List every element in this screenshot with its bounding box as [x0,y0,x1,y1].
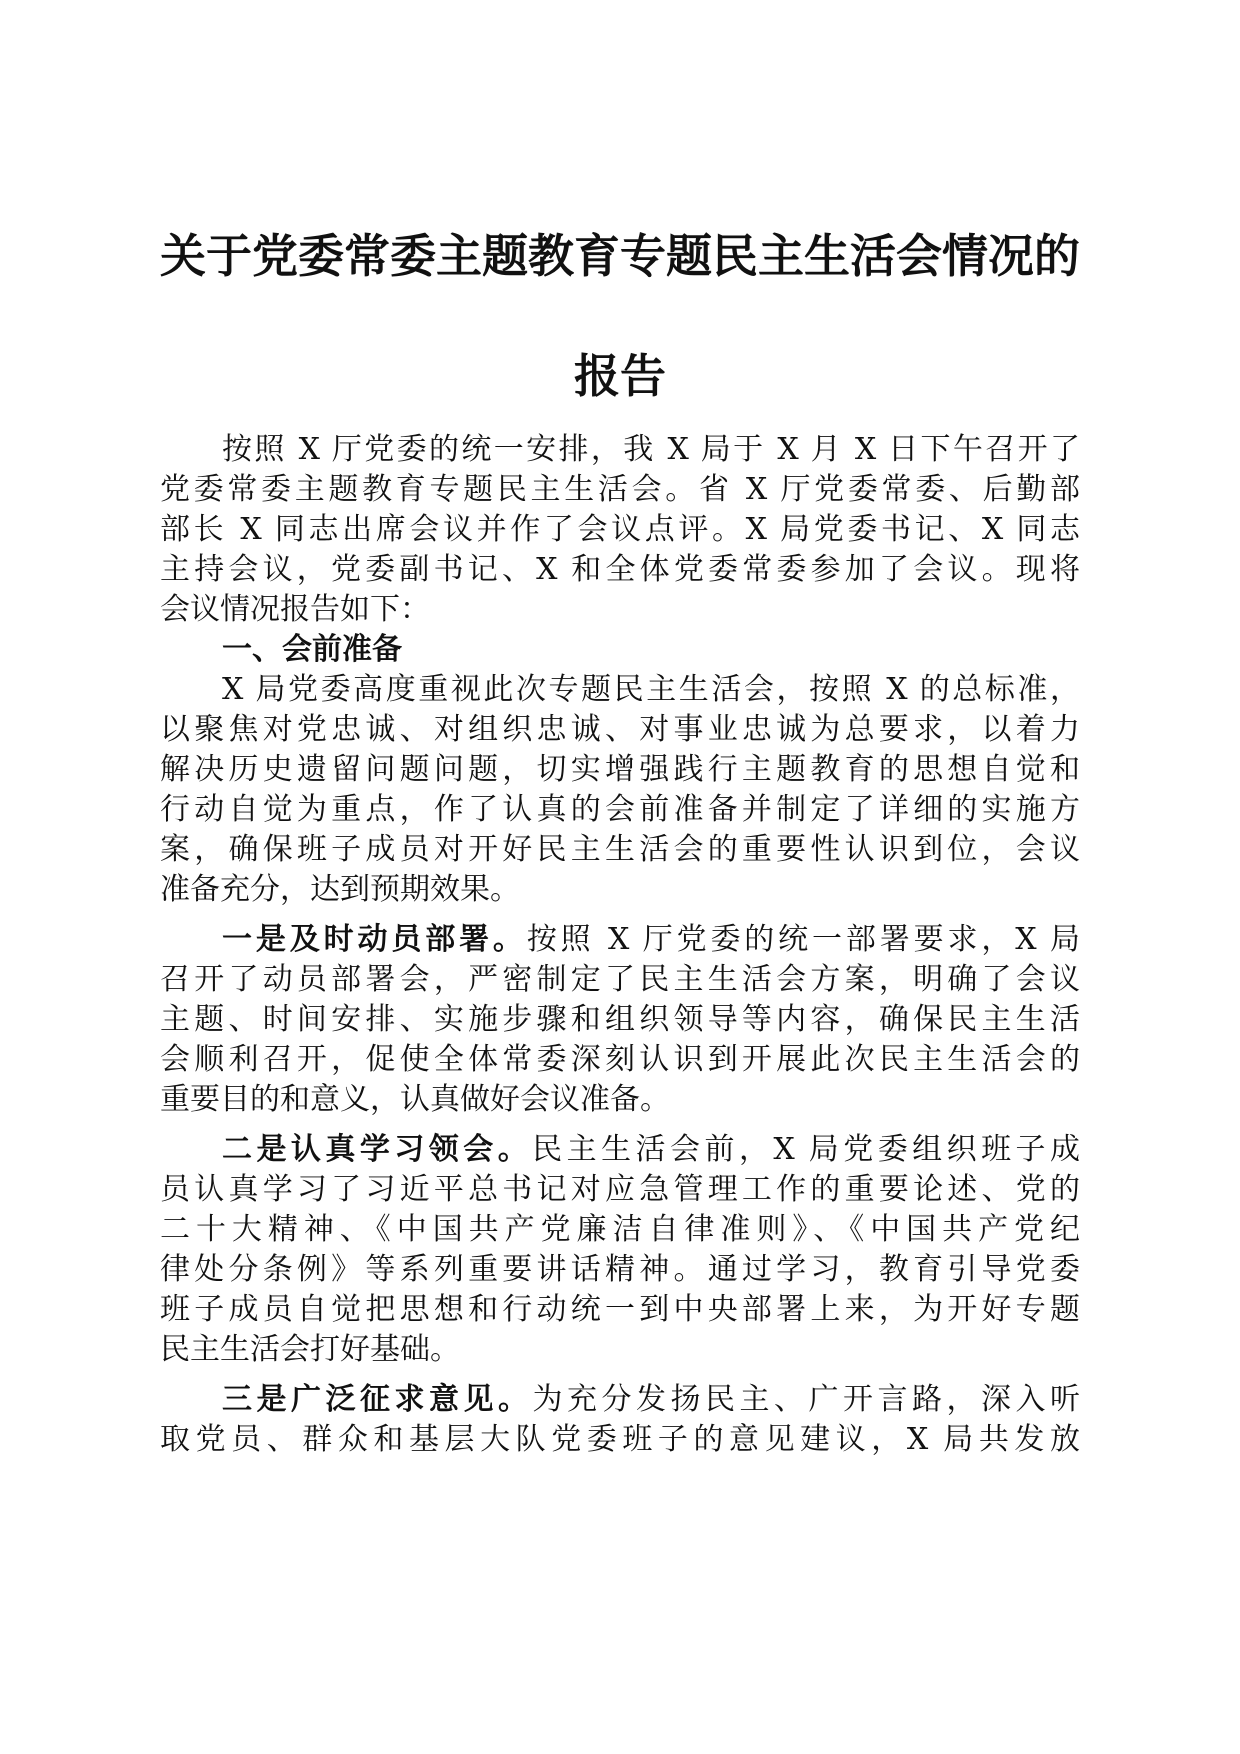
intro-line: 会议情况报告如下： [160,592,430,627]
intro-line: 部长 X 同志出席会议并作了会议点评。X 局党委书记、X 同志 [160,512,1080,547]
section1-line: 解决历史遗留问题问题，切实增强践行主题教育的思想自觉和 [160,752,1080,787]
section-heading-preparation: 一、会前准备 [222,632,402,667]
item2-line: 律处分条例》等系列重要讲话精神。通过学习，教育引导党委 [160,1252,1080,1287]
item2-lead: 二是认真学习领会。 [222,1132,533,1167]
item1-line: 召开了动员部署会，严密制定了民主生活会方案，明确了会议 [160,962,1080,997]
document-title-line-1: 关于党委常委主题教育专题民主生活会情况的 [160,229,1080,283]
intro-line: 党委常委主题教育专题民主生活会。省 X 厅党委常委、后勤部 [160,472,1080,507]
document-body [160,430,1080,1460]
intro-line: 按照 X 厅党委的统一安排，我 X 局于 X 月 X 日下午召开了 [222,432,1080,467]
item3-first-line [160,1380,1080,1420]
section1-line: 案，确保班子成员对开好民主生活会的重要性认识到位，会议 [160,832,1080,867]
item2-line: 员认真学习了习近平总书记对应急管理工作的重要论述、党的 [160,1172,1080,1207]
section1-line: 准备充分，达到预期效果。 [160,872,520,907]
item3-line: 取党员、群众和基层大队党委班子的意见建议，X 局共发放 [160,1422,1080,1457]
item2-line: 二十大精神、《中国共产党廉洁自律准则》、《中国共产党纪 [160,1212,1080,1247]
item1-line: 主题、时间安排、实施步骤和组织领导等内容，确保民主生活 [160,1002,1080,1037]
item3-lead: 三是广泛征求意见。 [222,1382,533,1417]
item1-line: 重要目的和意义，认真做好会议准备。 [160,1082,670,1117]
section1-line: X 局党委高度重视此次专题民主生活会，按照 X 的总标准， [222,672,1080,707]
intro-line: 主持会议，党委副书记、X 和全体党委常委参加了会议。现将 [160,552,1080,587]
document-title-line-2: 报告 [574,349,666,403]
item2-line: 民主生活会打好基础。 [160,1332,460,1367]
item2-first-text: 民主生活会前，X 局党委组织班子成 [532,1132,1080,1167]
item2-first-line [160,1130,1080,1170]
item2-line: 班子成员自觉把思想和行动统一到中央部署上来，为开好专题 [160,1292,1080,1327]
item1-lead: 一是及时动员部署。 [222,922,527,957]
item3-first-text: 为充分发扬民主、广开言路，深入听 [532,1382,1080,1417]
item1-line: 会顺利召开，促使全体常委深刻认识到开展此次民主生活会的 [160,1042,1080,1077]
item1-first-text: 按照 X 厅党委的统一部署要求，X 局 [526,922,1080,957]
item1-first-line [160,920,1080,960]
section1-line: 行动自觉为重点，作了认真的会前准备并制定了详细的实施方 [160,792,1080,827]
section1-line: 以聚焦对党忠诚、对组织忠诚、对事业忠诚为总要求，以着力 [160,712,1080,747]
